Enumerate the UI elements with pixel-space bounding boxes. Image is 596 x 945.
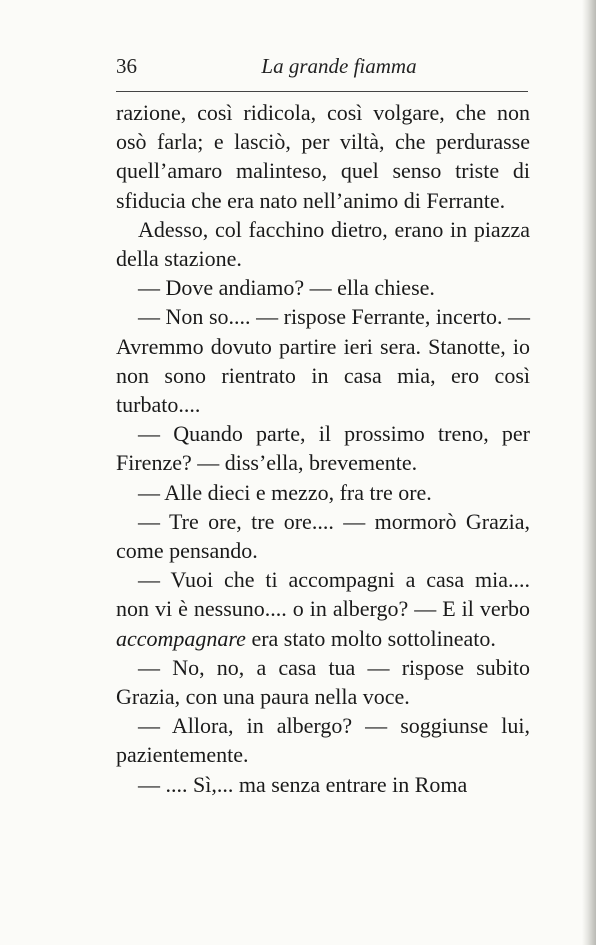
page-edge-shadow (582, 0, 596, 945)
emphasized-word: accompagnare (116, 625, 246, 651)
paragraph-text: era stato molto sottolineato. (245, 625, 496, 651)
paragraph: — Alle dieci e mezzo, fra tre ore. (138, 479, 432, 505)
page-header (116, 54, 528, 84)
paragraph: — Dove andiamo? — ella chiese. (138, 275, 435, 301)
running-title: La grande fiamma (261, 54, 417, 78)
paragraph: — No, no, a casa tua — rispose subito Grazia, con una paura nella voce. (116, 654, 530, 710)
header-rule (116, 91, 528, 92)
paragraph: — Tre ore, tre ore.... — mormorò Grazia, come pensando. (116, 508, 530, 564)
paragraph: — Quando parte, il prossimo treno, per Firenze? — diss’ella, brevemente. (116, 421, 530, 476)
paragraph: Adesso, col facchino dietro, erano in piazza della stazione. (116, 216, 530, 272)
paragraph: razione, così ridicola, così volgare, che non osò farla; e lasciò, per viltà, che perdurasse quell’amaro malinteso, quel senso triste di sfiducia che era nato nell’animo di Ferrante. (116, 100, 530, 213)
paragraph: — Non so.... — rispose Ferrante, incerto. — Avremmo dovuto partire ieri sera. Stanotte, io non sono rientrato in casa mia, ero così turbato.... (116, 304, 530, 418)
paragraph: — .... Sì,... ma senza entrare in Roma (138, 771, 468, 797)
paragraph: — Allora, in albergo? — soggiunse lui, pazientemente. (116, 713, 530, 768)
paragraph (116, 565, 530, 653)
body-text (116, 98, 530, 799)
page-number: 36 (116, 54, 137, 78)
paragraph-text: — Vuoi che ti accompagni a casa mia.... non vi è nessuno.... o in albergo? — E il verbo (116, 567, 530, 622)
